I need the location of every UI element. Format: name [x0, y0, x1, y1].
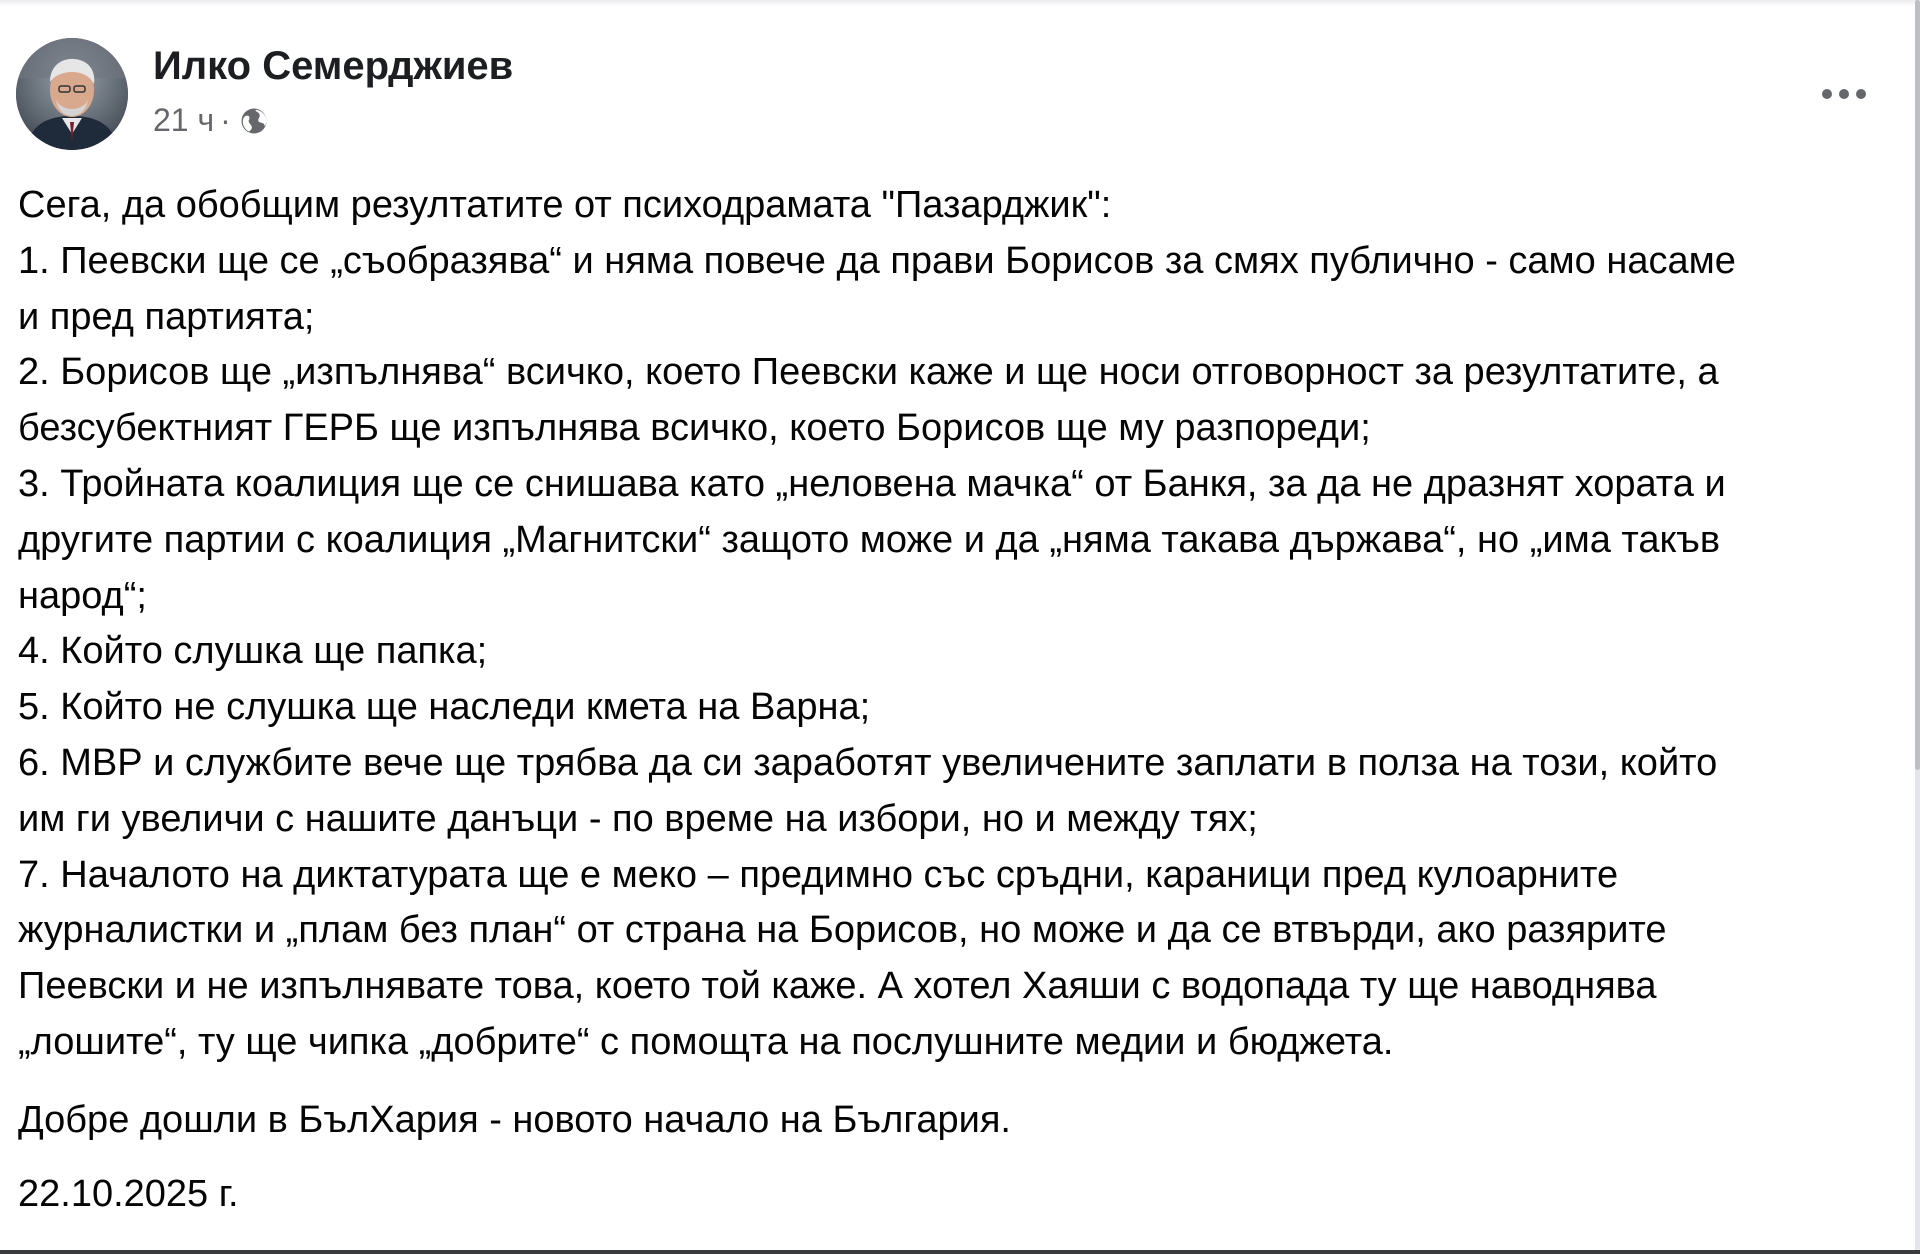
scrollbar-track[interactable]: [1915, 0, 1920, 1254]
post-body-line: 6. МВР и службите вече ще трябва да си заработят увеличените заплати в полза на този, който: [18, 741, 1718, 784]
post-header: [16, 38, 1890, 153]
more-options-button[interactable]: [1814, 74, 1874, 114]
meta-separator: ·: [220, 102, 231, 138]
post-body: [18, 178, 1903, 1222]
profile-photo-icon: [16, 38, 128, 150]
author-avatar[interactable]: [16, 38, 128, 150]
post-body-line: журналистки и „плам без план“ от страна на Борисов, но може и да се втвърди, ако разярите: [18, 909, 1667, 952]
post-date: 22.10.2025 г.: [18, 1172, 239, 1215]
post-body-line: Сега, да обобщим резултатите от психодрамата "Пазарджик":: [18, 184, 1112, 226]
post-body-line: и пред партията;: [18, 295, 315, 338]
post-meta: [153, 102, 269, 139]
post-body-line: другите партии с коалиция „Магнитски“ защото може и да „няма такава държава“, но „има такъв: [18, 518, 1721, 561]
post-body-line: Пеевски и не изпълнявате това, което той каже. А хотел Хаяши с водопада ту ще наводнява: [18, 965, 1657, 1008]
post-body-line: „лошите“, ту ще чипка „добрите“ с помощта на послушните медии и бюджета.: [18, 1020, 1394, 1063]
post-body-line: народ“;: [18, 574, 147, 617]
author-name[interactable]: Илко Семерджиев: [153, 44, 514, 88]
top-border: [0, 0, 1920, 6]
post-body-line: им ги увеличи с нашите данъци - по време на избори, но и между тях;: [18, 797, 1258, 840]
post-body-line: 7. Началото на диктатурата ще е меко – предимно със сръдни, караници пред кулоарните: [18, 853, 1619, 896]
post-time[interactable]: 21 ч: [153, 102, 215, 138]
post-body-line: 1. Пеевски ще се „съобразява“ и няма повече да прави Борисов за смях публично - само насаме: [18, 239, 1736, 282]
post-body-line: 3. Тройната коалиция ще се снишава като „неловена мачка“ от Банкя, за да не дразнят хората и: [18, 462, 1726, 505]
post-body-line: 5. Който не слушка ще наследи кмета на Варна;: [18, 686, 871, 729]
globe-icon[interactable]: [239, 106, 269, 136]
more-options-icon: [1819, 87, 1869, 101]
scrollbar-thumb[interactable]: [1915, 0, 1920, 770]
post-closing-line: Добре дошли в БълХария - новото начало на България.: [18, 1098, 1011, 1141]
post-body-line: безсубектният ГЕРБ ще изпълнява всичко, което Борисов ще му разпореди;: [18, 407, 1371, 450]
bottom-border: [0, 1250, 1920, 1254]
post-body-line: 2. Борисов ще „изпълнява“ всичко, което Пеевски каже и ще носи отговорност за резултатите, а: [18, 351, 1719, 394]
post-body-line: 4. Който слушка ще папка;: [18, 630, 488, 673]
